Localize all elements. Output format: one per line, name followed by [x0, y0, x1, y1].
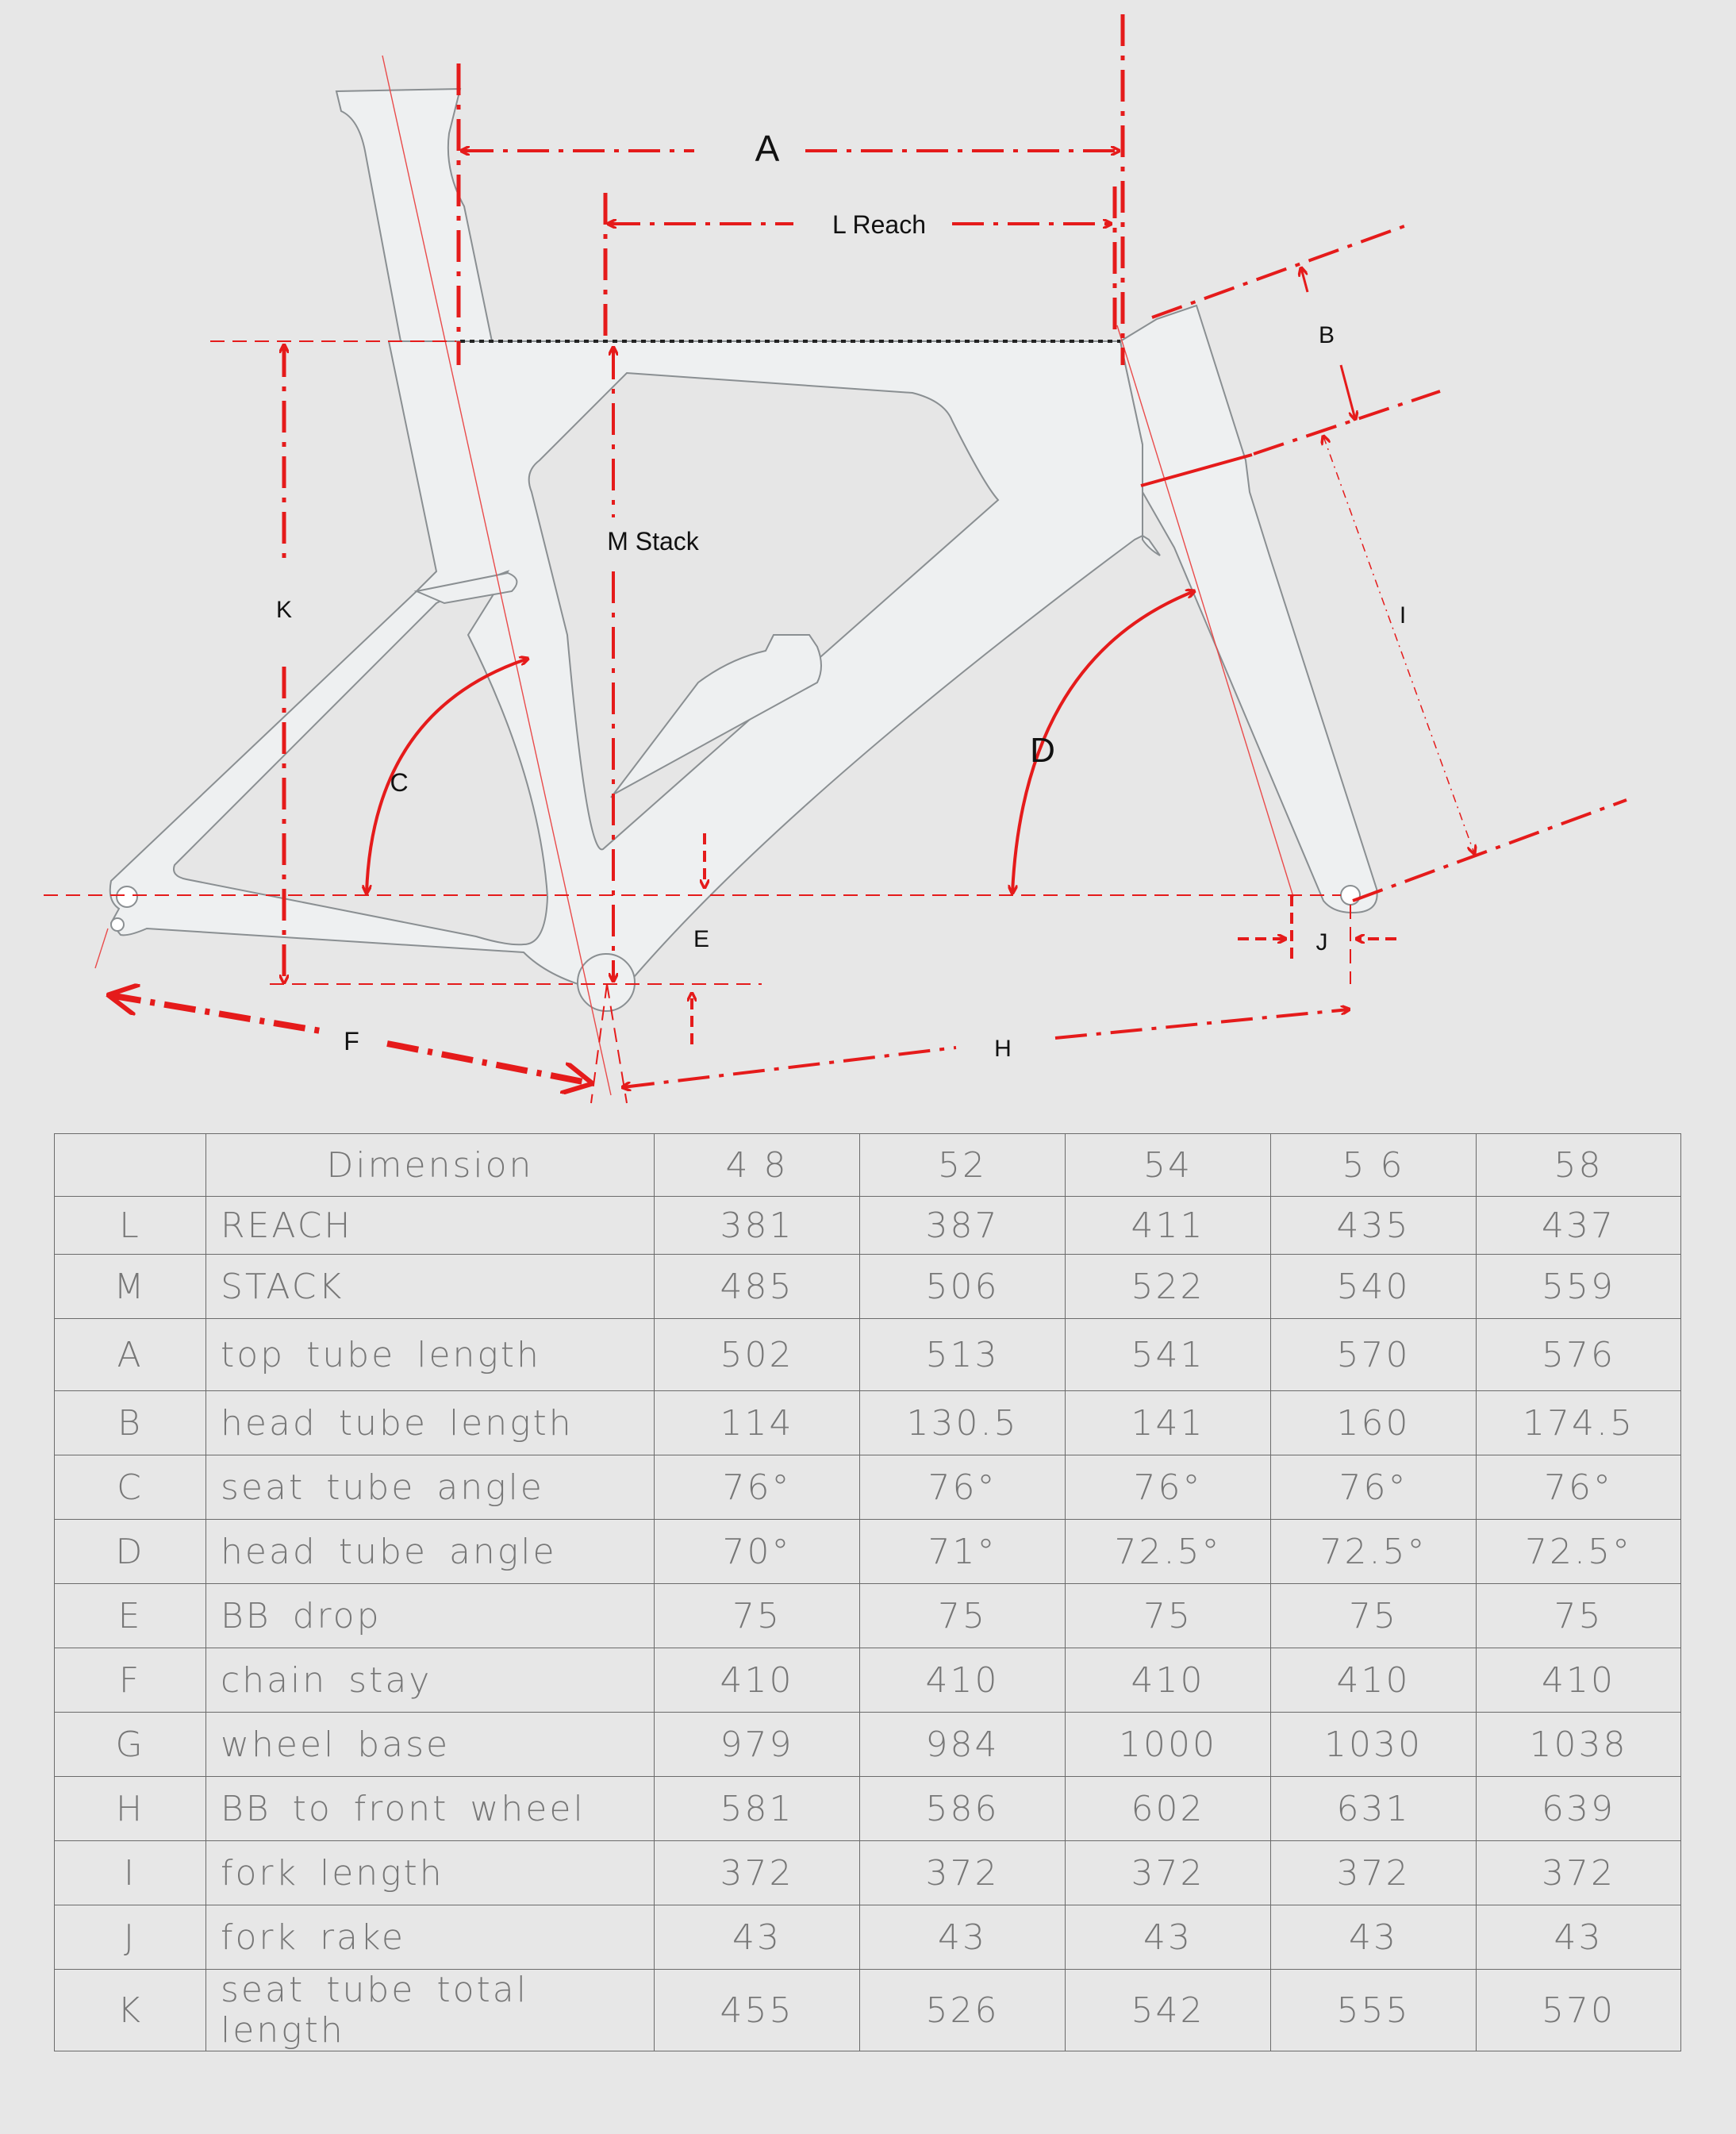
- row-value: 435: [1271, 1197, 1477, 1255]
- row-dimension-name: BB drop: [206, 1584, 655, 1648]
- row-value: 541: [1066, 1319, 1271, 1391]
- row-value: 410: [1477, 1648, 1681, 1713]
- row-dimension-name: REACH: [206, 1197, 655, 1255]
- row-value: 555: [1271, 1970, 1477, 2051]
- header-size: 54: [1066, 1134, 1271, 1197]
- row-value: 581: [655, 1777, 860, 1841]
- row-value: 410: [1271, 1648, 1477, 1713]
- row-value: 602: [1066, 1777, 1271, 1841]
- row-value: 372: [1477, 1841, 1681, 1905]
- row-dimension-name: wheel base: [206, 1713, 655, 1777]
- row-value: 502: [655, 1319, 860, 1391]
- label-d: D: [1030, 731, 1055, 770]
- row-value: 76°: [860, 1455, 1066, 1520]
- label-f: F: [344, 1027, 359, 1055]
- label-e: E: [693, 926, 710, 952]
- row-value: 76°: [1477, 1455, 1681, 1520]
- row-value: 570: [1477, 1970, 1681, 2051]
- row-value: 455: [655, 1970, 860, 2051]
- row-code: L: [55, 1197, 206, 1255]
- seat-post: [336, 89, 492, 341]
- row-value: 43: [1066, 1905, 1271, 1970]
- table-row: [55, 1584, 1681, 1648]
- table-row: [55, 1648, 1681, 1713]
- row-value: 586: [860, 1777, 1066, 1841]
- row-value: 410: [655, 1648, 860, 1713]
- bike-frame: [110, 89, 1377, 1011]
- row-value: 559: [1477, 1255, 1681, 1319]
- row-code: M: [55, 1255, 206, 1319]
- row-value: 570: [1271, 1319, 1477, 1391]
- row-value: 542: [1066, 1970, 1271, 2051]
- row-value: 411: [1066, 1197, 1271, 1255]
- row-value: 75: [1477, 1584, 1681, 1648]
- header-size: 5 6: [1271, 1134, 1477, 1197]
- header-dimension: Dimension: [206, 1134, 655, 1197]
- row-value: 1030: [1271, 1713, 1477, 1777]
- row-code: F: [55, 1648, 206, 1713]
- row-value: 71°: [860, 1520, 1066, 1584]
- label-m-stack: M Stack: [607, 527, 699, 556]
- label-j: J: [1315, 929, 1328, 955]
- row-value: 526: [860, 1970, 1066, 2051]
- row-code: D: [55, 1520, 206, 1584]
- row-value: 72.5°: [1477, 1520, 1681, 1584]
- row-value: 984: [860, 1713, 1066, 1777]
- table-row: [55, 1391, 1681, 1455]
- row-value: 114: [655, 1391, 860, 1455]
- row-value: 506: [860, 1255, 1066, 1319]
- row-value: 76°: [1271, 1455, 1477, 1520]
- table-row: [55, 1455, 1681, 1520]
- row-code: A: [55, 1319, 206, 1391]
- row-value: 485: [655, 1255, 860, 1319]
- row-value: 76°: [1066, 1455, 1271, 1520]
- row-value: 410: [860, 1648, 1066, 1713]
- row-dimension-name: seat tube total length: [206, 1970, 655, 2051]
- row-dimension-name: BB to front wheel: [206, 1777, 655, 1841]
- row-value: 381: [655, 1197, 860, 1255]
- row-value: 540: [1271, 1255, 1477, 1319]
- table-row: [55, 1970, 1681, 2051]
- row-value: 522: [1066, 1255, 1271, 1319]
- row-value: 372: [1271, 1841, 1477, 1905]
- table-row: [55, 1197, 1681, 1255]
- row-value: 576: [1477, 1319, 1681, 1391]
- table-header-row: [55, 1134, 1681, 1197]
- row-value: 979: [655, 1713, 860, 1777]
- row-value: 43: [1271, 1905, 1477, 1970]
- label-h: H: [994, 1036, 1012, 1062]
- row-value: 372: [860, 1841, 1066, 1905]
- row-code: K: [55, 1970, 206, 2051]
- row-value: 75: [1066, 1584, 1271, 1648]
- row-dimension-name: fork length: [206, 1841, 655, 1905]
- row-dimension-name: seat tube angle: [206, 1455, 655, 1520]
- row-value: 75: [655, 1584, 860, 1648]
- header-size: 4 8: [655, 1134, 860, 1197]
- row-value: 72.5°: [1066, 1520, 1271, 1584]
- label-b: B: [1318, 322, 1335, 348]
- row-value: 72.5°: [1271, 1520, 1477, 1584]
- rear-axle: [117, 886, 137, 907]
- table-row: [55, 1841, 1681, 1905]
- row-code: I: [55, 1841, 206, 1905]
- row-value: 513: [860, 1319, 1066, 1391]
- row-dimension-name: fork rake: [206, 1905, 655, 1970]
- rear-hanger: [111, 918, 124, 931]
- table-row: [55, 1713, 1681, 1777]
- row-value: 372: [1066, 1841, 1271, 1905]
- row-value: 160: [1271, 1391, 1477, 1455]
- row-value: 437: [1477, 1197, 1681, 1255]
- label-k: K: [275, 597, 293, 623]
- row-value: 410: [1066, 1648, 1271, 1713]
- row-value: 174.5: [1477, 1391, 1681, 1455]
- row-value: 75: [1271, 1584, 1477, 1648]
- row-value: 387: [860, 1197, 1066, 1255]
- row-dimension-name: head tube angle: [206, 1520, 655, 1584]
- row-value: 631: [1271, 1777, 1477, 1841]
- table-row: [55, 1255, 1681, 1319]
- label-i: I: [1399, 602, 1407, 629]
- label-a: A: [755, 128, 780, 169]
- row-value: 372: [655, 1841, 860, 1905]
- row-code: B: [55, 1391, 206, 1455]
- row-value: 76°: [655, 1455, 860, 1520]
- row-dimension-name: chain stay: [206, 1648, 655, 1713]
- table-row: [55, 1319, 1681, 1391]
- row-code: H: [55, 1777, 206, 1841]
- row-value: 1000: [1066, 1713, 1271, 1777]
- table-row: [55, 1777, 1681, 1841]
- header-size: 52: [860, 1134, 1066, 1197]
- row-dimension-name: STACK: [206, 1255, 655, 1319]
- row-value: 639: [1477, 1777, 1681, 1841]
- front-axle: [1341, 886, 1360, 905]
- table-row: [55, 1905, 1681, 1970]
- row-value: 43: [1477, 1905, 1681, 1970]
- row-code: C: [55, 1455, 206, 1520]
- table-row: [55, 1520, 1681, 1584]
- row-dimension-name: top tube length: [206, 1319, 655, 1391]
- label-l-reach: L Reach: [832, 210, 926, 239]
- row-code: J: [55, 1905, 206, 1970]
- row-value: 130.5: [860, 1391, 1066, 1455]
- row-value: 43: [655, 1905, 860, 1970]
- row-code: E: [55, 1584, 206, 1648]
- row-value: 1038: [1477, 1713, 1681, 1777]
- row-value: 141: [1066, 1391, 1271, 1455]
- row-value: 70°: [655, 1520, 860, 1584]
- header-size: 58: [1477, 1134, 1681, 1197]
- geometry-table: [54, 1133, 1681, 2051]
- row-dimension-name: head tube length: [206, 1391, 655, 1455]
- row-value: 75: [860, 1584, 1066, 1648]
- label-c: C: [390, 768, 409, 797]
- header-code: [55, 1134, 206, 1197]
- row-value: 43: [860, 1905, 1066, 1970]
- row-code: G: [55, 1713, 206, 1777]
